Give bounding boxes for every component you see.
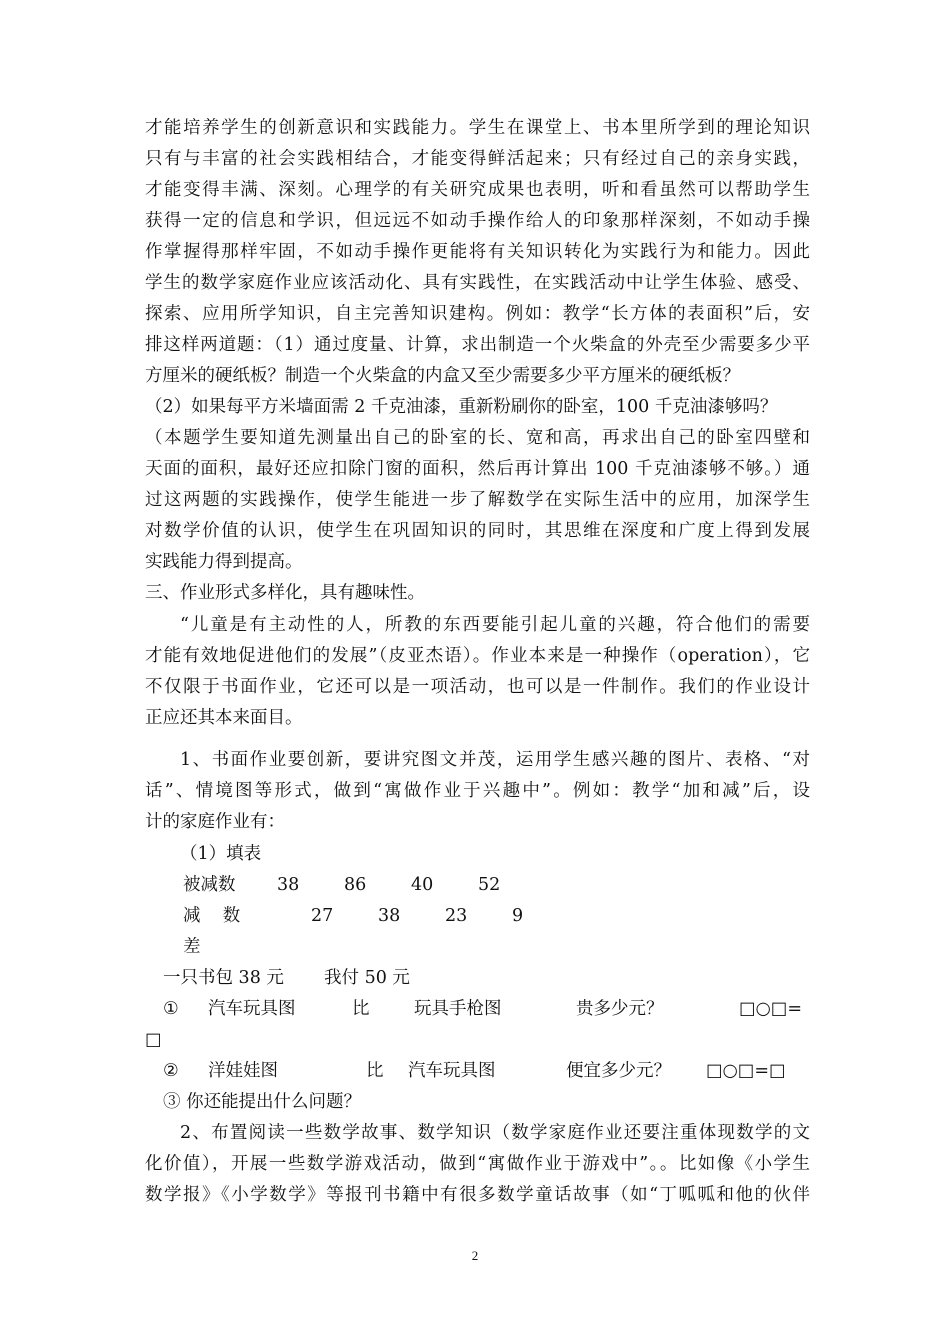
question-3: ③ 你还能提出什么问题？ [163, 1092, 362, 1112]
text-line: 才能培养学生的创新意识和实践能力。学生在课堂上、书本里所学到的理论知识 [145, 118, 810, 138]
text-line: 才能有效地促进他们的发展”（皮亚杰语）。作业本来是一种操作（operation），它 [145, 646, 810, 666]
text-line: 实践能力得到提高。 [145, 552, 303, 572]
text-line: 只有与丰富的社会实践相结合，才能变得鲜活起来；只有经过自己的亲身实践， [145, 149, 810, 169]
question-number: ① [163, 999, 179, 1019]
price-prompt [0, 963, 950, 994]
question-2 [0, 1056, 950, 1087]
formula-blank: □○□= [739, 999, 803, 1019]
formula-blank: □○□=□ [706, 1061, 786, 1081]
table-row [0, 901, 950, 932]
text-line: 过这两题的实践操作，使学生能进一步了解数学在实际生活中的应用，加深学生 [145, 490, 810, 510]
table-cell: 27 [311, 906, 334, 926]
exercise-label: （1）填表 [180, 844, 262, 864]
row-label: 差 [183, 937, 201, 957]
text-line: 2、布置阅读一些数学故事、数学知识（数学家庭作业还要注重体现数学的文 [180, 1123, 810, 1143]
table-row [0, 932, 950, 963]
text-line: 才能变得丰满、深刻。心理学的有关研究成果也表明，听和看虽然可以帮助学生 [145, 180, 810, 200]
question-1 [0, 994, 950, 1025]
paid-text: 我付 50 元 [324, 968, 410, 988]
text-line: 方厘米的硬纸板？制造一个火柴盒的内盒又至少需要多少平方厘米的硬纸板？ [145, 366, 740, 386]
table-row [0, 870, 950, 901]
text-line: 正应还其本来面目。 [145, 708, 303, 728]
question-1-continued [0, 1025, 950, 1056]
compare-word: 比 [352, 999, 370, 1019]
table-cell: 52 [478, 875, 501, 895]
question-ask: 贵多少元？ [576, 999, 664, 1019]
text-line: 化价值），开展一些数学游戏活动，做到“寓做作业于游戏中”。。比如像《小学生 [145, 1154, 810, 1174]
page-number: 2 [471, 1248, 479, 1263]
question-ask: 便宜多少元？ [566, 1061, 671, 1081]
text-line: 对数学价值的认识，使学生在巩固知识的同时，其思维在深度和广度上得到发展 [145, 521, 810, 541]
bag-price-text: 一只书包 38 元 [163, 968, 284, 988]
text-line: 数学报》《小学数学》等报刊书籍中有很多数学童话故事（如“丁呱呱和他的伙伴 [145, 1185, 810, 1205]
text-line: 排这样两道题：（1）通过度量、计算，求出制造一个火柴盒的外壳至少需要多少平 [145, 335, 810, 355]
table-cell: 9 [512, 906, 524, 926]
picture-label: 汽车玩具图 [408, 1061, 496, 1081]
section-heading: 三、作业形式多样化，具有趣味性。 [145, 583, 425, 603]
picture-label: 洋娃娃图 [208, 1061, 278, 1081]
text-line: 1、书面作业要创新，要讲究图文并茂，运用学生感兴趣的图片、表格、“对 [180, 750, 810, 770]
text-line: 不仅限于书面作业，它还可以是一项活动，也可以是一件制作。我们的作业设计 [145, 677, 810, 697]
table-cell: 23 [445, 906, 468, 926]
table-cell: 40 [411, 875, 434, 895]
row-label: 被减数 [183, 875, 236, 895]
text-line: 探索、应用所学知识，自主完善知识建构。例如：教学“长方体的表面积”后，安 [145, 304, 810, 324]
table-cell: 38 [378, 906, 401, 926]
compare-word: 比 [366, 1061, 384, 1081]
picture-label: 玩具手枪图 [414, 999, 502, 1019]
question-number: ② [163, 1061, 179, 1081]
text-line: 学生的数学家庭作业应该活动化、具有实践性，在实践活动中让学生体验、感受、 [145, 273, 810, 293]
text-line: （2）如果每平方米墙面需 2 千克油漆，重新粉刷你的卧室，100 千克油漆够吗？ [145, 397, 778, 417]
text-line: 获得一定的信息和学识，但远远不如动手操作给人的印象那样深刻，不如动手操 [145, 211, 810, 231]
text-line: 天面的面积，最好还应扣除门窗的面积，然后再计算出 100 千克油漆够不够。）通 [145, 459, 810, 479]
row-label: 减 数 [183, 906, 241, 926]
text-line: 作掌握得那样牢固，不如动手操作更能将有关知识转化为实践行为和能力。因此 [145, 242, 810, 262]
table-cell: 86 [344, 875, 367, 895]
picture-label: 汽车玩具图 [208, 999, 296, 1019]
text-line: （本题学生要知道先测量出自己的卧室的长、宽和高，再求出自己的卧室四壁和 [145, 428, 810, 448]
formula-blank: □ [145, 1030, 162, 1050]
text-line: 话”、情境图等形式，做到“寓做作业于兴趣中”。例如：教学“加和减”后，设 [145, 781, 810, 801]
text-line: 计的家庭作业有： [145, 812, 285, 832]
text-line: “儿童是有主动性的人，所教的东西要能引起儿童的兴趣，符合他们的需要 [180, 615, 810, 635]
table-cell: 38 [277, 875, 300, 895]
